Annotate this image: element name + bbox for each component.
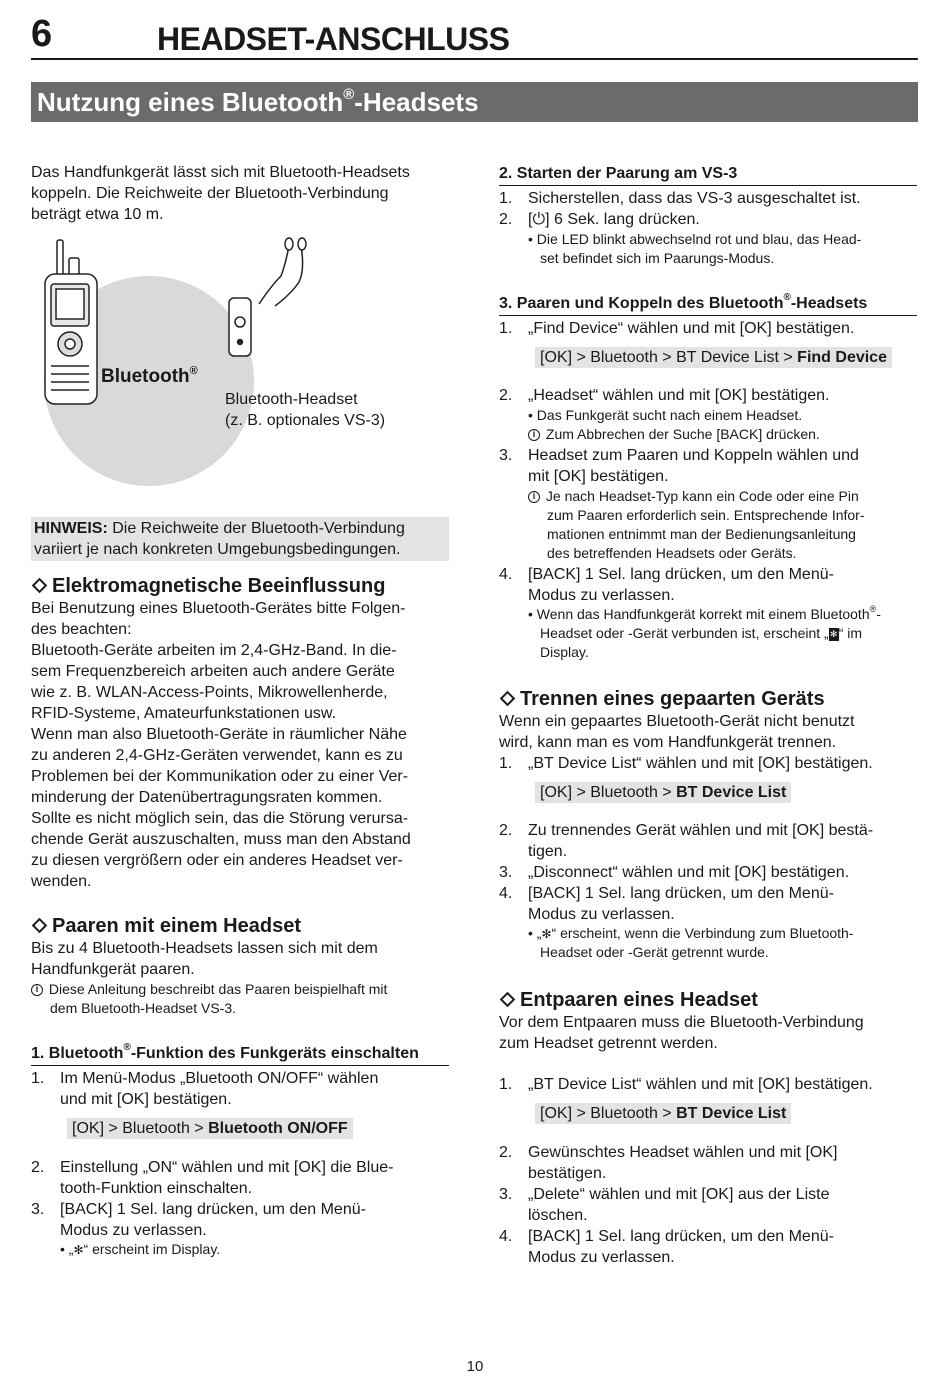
- bullet-text: “ erscheint im Display.: [83, 1241, 221, 1257]
- menu-path-target: Find Device: [797, 349, 887, 366]
- step-bullet: set befindet sich im Paarungs-Modus.: [540, 250, 775, 266]
- menu-path-text: [OK] > Bluetooth >: [540, 1105, 677, 1122]
- menu-path: [535, 1103, 791, 1124]
- step-number: 3.: [31, 1201, 45, 1218]
- section-title-text: Nutzung eines Bluetooth: [37, 87, 344, 117]
- step1-heading-text: -Funktion des Funkgeräts einschalten: [130, 1045, 419, 1062]
- step-text: tooth-Funktion einschalten.: [60, 1180, 253, 1197]
- emv-line: Sollte es nicht möglich sein, das die Störung verursa-: [31, 810, 409, 827]
- bullet-text: “ erscheint, wenn die Verbindung zum Bluetooth-: [551, 925, 854, 941]
- step-text: Im Menü-Modus „Bluetooth ON/OFF“ wählen: [60, 1070, 379, 1087]
- step-note-text: zum Paaren erforderlich sein. Entsprechende Infor-: [547, 507, 865, 523]
- page-number: 10: [466, 1358, 484, 1375]
- step-bullet: • Das Funkgerät sucht nach einem Headset.: [528, 407, 803, 423]
- emv-body: [31, 598, 411, 892]
- step-text: Modus zu verlassen.: [528, 587, 675, 604]
- step-note-text: des betreffenden Headsets oder Geräts.: [547, 545, 797, 561]
- emv-line: chende Gerät auszuschalten, muss man den Abstand: [31, 831, 411, 848]
- step-number: 4.: [499, 566, 513, 583]
- disconnect-line: Wenn ein gepaartes Bluetooth-Gerät nicht benutzt: [499, 713, 855, 730]
- step-text: Einstellung „ON“ wählen und mit [OK] die Blue-: [60, 1159, 394, 1176]
- step-number: 2.: [31, 1159, 45, 1176]
- emv-line: wie z. B. WLAN-Access-Points, Mikrowellenherde,: [31, 684, 388, 701]
- step-text: Modus zu verlassen.: [60, 1222, 207, 1239]
- hinweis-text: Die Reichweite der Bluetooth-Verbindung: [107, 520, 405, 537]
- step-number: 4.: [499, 885, 513, 902]
- unpair-line: Vor dem Entpaaren muss die Bluetooth-Verbindung: [499, 1014, 864, 1031]
- step-bullet: • Die LED blinkt abwechselnd rot und blau, das Head-: [528, 231, 862, 247]
- pair-heading-text: Paaren mit einem Headset: [52, 915, 301, 937]
- step-text-part: [: [528, 211, 533, 228]
- headset-icon: [229, 238, 306, 356]
- emv-line: Bluetooth-Geräte arbeiten im 2,4-GHz-Band. In die-: [31, 642, 397, 659]
- hinweis-text: variiert je nach konkreten Umgebungsbedingungen.: [34, 541, 401, 558]
- section-title: [37, 87, 479, 117]
- menu-path-target: BT Device List: [676, 1105, 787, 1122]
- pair-note-text: dem Bluetooth-Headset VS-3.: [50, 1000, 236, 1016]
- step2-list: [499, 188, 919, 278]
- emv-line: wenden.: [31, 873, 92, 890]
- emv-heading-text: Elektromagnetische Beeinflussung: [52, 575, 386, 597]
- diamond-icon: [32, 918, 48, 934]
- bluetooth-icon: ✻: [73, 1243, 84, 1257]
- step-text: „Disconnect“ wählen und mit [OK] bestätigen.: [528, 864, 850, 881]
- step-text: „BT Device List“ wählen und mit [OK] bestätigen.: [528, 1076, 873, 1093]
- step-bullet: [528, 605, 881, 624]
- step-text: „BT Device List“ wählen und mit [OK] bestätigen.: [528, 755, 873, 772]
- disconnect-heading-text: Trennen eines gepaarten Geräts: [520, 688, 825, 710]
- info-icon: i: [31, 984, 43, 996]
- step-text: und mit [OK] bestätigen.: [60, 1091, 232, 1108]
- menu-path-text: [OK] > Bluetooth >: [540, 784, 677, 801]
- step-text: [BACK] 1 Sel. lang drücken, um den Menü-: [60, 1201, 366, 1218]
- bluetooth-label-text: Bluetooth: [101, 366, 190, 387]
- step-note-text: Je nach Headset-Typ kann ein Code oder eine Pin: [542, 488, 859, 504]
- step-bullet: [540, 624, 862, 643]
- step-text: bestätigen.: [528, 1165, 607, 1182]
- section-bar: [31, 82, 918, 122]
- step-number: 4.: [499, 1228, 513, 1245]
- pair-note: [31, 980, 451, 999]
- registered-mark: ®: [189, 365, 198, 377]
- emv-line: minderung der Datenübertragungsraten kommen.: [31, 789, 383, 806]
- step-number: 3.: [499, 1186, 513, 1203]
- disconnect-list: [499, 753, 919, 963]
- disconnect-heading: [499, 687, 854, 711]
- info-icon: i: [528, 429, 540, 441]
- intro-line: koppeln. Die Reichweite der Bluetooth-Verbindung: [31, 185, 389, 202]
- step-text: Modus zu verlassen.: [528, 1249, 675, 1266]
- step-text: mit [OK] bestätigen.: [528, 468, 669, 485]
- step-text: „Delete“ wählen und mit [OK] aus der Liste: [528, 1186, 830, 1203]
- step1-heading-text: 1. Bluetooth: [31, 1045, 124, 1062]
- pair-heading: [31, 914, 451, 938]
- step-text: [BACK] 1 Sel. lang drücken, um den Menü-: [528, 1228, 834, 1245]
- step3-list: [499, 318, 919, 668]
- intro-line: Das Handfunkgerät lässt sich mit Bluetooth-Headsets: [31, 164, 410, 181]
- menu-path-target: Bluetooth ON/OFF: [208, 1120, 348, 1137]
- diamond-icon: [500, 691, 516, 707]
- menu-path: [67, 1118, 353, 1139]
- headset-caption-line: (z. B. optionales VS-3): [225, 412, 386, 429]
- step-text: Zu trennendes Gerät wählen und mit [OK] bestä-: [528, 822, 874, 839]
- step-number: 2.: [499, 211, 513, 228]
- unpair-heading: [499, 988, 864, 1012]
- step-number: 1.: [31, 1070, 45, 1087]
- step-text: „Headset“ wählen und mit [OK] bestätigen.: [528, 387, 830, 404]
- intro-paragraph: [31, 162, 410, 225]
- emv-heading: [31, 574, 411, 598]
- emv-line: Wenn man also Bluetooth-Geräte in räumlicher Nähe: [31, 726, 407, 743]
- step-number: 3.: [499, 864, 513, 881]
- hinweis-label: HINWEIS:: [34, 520, 108, 537]
- section-title-suffix: -Headsets: [354, 87, 479, 117]
- unpair-section: [499, 988, 864, 1054]
- step-text: Sicherstellen, dass das VS-3 ausgeschaltet ist.: [528, 190, 861, 207]
- step-text: [BACK] 1 Sel. lang drücken, um den Menü-: [528, 885, 834, 902]
- power-icon: ⏻: [532, 211, 546, 228]
- step-number: 2.: [499, 1144, 513, 1161]
- step-number: 1.: [499, 1076, 513, 1093]
- step-text: löschen.: [528, 1207, 588, 1224]
- chapter-title: HEADSET-ANSCHLUSS: [157, 21, 510, 57]
- bluetooth-icon: ✻: [541, 927, 552, 941]
- registered-mark: ®: [123, 1042, 131, 1053]
- diamond-icon: [32, 578, 48, 594]
- menu-path: [535, 347, 892, 368]
- emv-line: Problemen bei der Kommunikation oder zu einer Ver-: [31, 768, 409, 785]
- disconnect-line: wird, kann man es vom Handfunkgerät trennen.: [499, 734, 837, 751]
- pair-line: Handfunkgerät paaren.: [31, 961, 195, 978]
- bluetooth-figure: [31, 236, 451, 486]
- step-text: „Find Device“ wählen und mit [OK] bestätigen.: [528, 320, 855, 337]
- emv-line: des beachten:: [31, 621, 132, 638]
- step1-heading: [31, 1043, 449, 1066]
- menu-path-text: [OK] > Bluetooth >: [72, 1120, 209, 1137]
- step-number: 3.: [499, 447, 513, 464]
- unpair-heading-text: Entpaaren eines Headset: [520, 989, 758, 1011]
- emv-section: [31, 574, 411, 892]
- step-note-text: Zum Abbrechen der Suche [BACK] drücken.: [542, 426, 820, 442]
- bullet-text: -: [876, 606, 881, 622]
- emv-line: sem Frequenzbereich arbeiten auch andere Geräte: [31, 663, 395, 680]
- emv-line: RFID-Systeme, Amateurfunkstationen usw.: [31, 705, 337, 722]
- chapter-header: [31, 10, 918, 60]
- intro-line: beträgt etwa 10 m.: [31, 206, 164, 223]
- step3-heading-text: -Headsets: [790, 295, 868, 312]
- step-text: Headset zum Paaren und Koppeln wählen und: [528, 447, 859, 464]
- menu-path-target: BT Device List: [676, 784, 787, 801]
- step-number: 1.: [499, 320, 513, 337]
- bullet-text: • Wenn das Handfunkgerät korrekt mit einem Bluetooth: [528, 606, 870, 622]
- chapter-number: 6: [31, 13, 53, 55]
- bullet-text: Headset oder -Gerät verbunden ist, erscheint „: [540, 625, 829, 641]
- step-number: 1.: [499, 755, 513, 772]
- pair-line: Bis zu 4 Bluetooth-Headsets lassen sich mit dem: [31, 940, 378, 957]
- step-text-part: ] 6 Sek. lang drücken.: [545, 211, 700, 228]
- bluetooth-label: [101, 366, 198, 387]
- handheld-radio-icon: [45, 240, 97, 404]
- emv-line: zu diesen vergrößern oder ein anderes Headset ver-: [31, 852, 403, 869]
- pair-note-text: Diese Anleitung beschreibt das Paaren beispielhaft mit: [45, 981, 388, 997]
- pair-section: [31, 914, 451, 1018]
- diamond-icon: [500, 992, 516, 1008]
- menu-path: [535, 782, 791, 803]
- unpair-line: zum Headset getrennt werden.: [499, 1035, 718, 1052]
- step-bullet: [528, 924, 853, 944]
- step-note: [528, 487, 859, 506]
- unpair-list: [499, 1074, 919, 1274]
- step-bullet: Display.: [540, 644, 589, 660]
- step-text: Gewünschtes Headset wählen und mit [OK]: [528, 1144, 838, 1161]
- step-note-text: mationen entnimmt man der Bedienungsanleitung: [547, 526, 856, 542]
- bluetooth-connected-icon: ✻: [829, 628, 838, 639]
- emv-line: Bei Benutzung eines Bluetooth-Gerätes bitte Folgen-: [31, 600, 406, 617]
- info-icon: i: [528, 491, 540, 503]
- step2-heading: 2. Starten der Paarung am VS-3: [499, 163, 917, 186]
- registered-mark: ®: [869, 604, 877, 614]
- step-text: [BACK] 1 Sel. lang drücken, um den Menü-: [528, 566, 834, 583]
- step-note: [528, 425, 820, 444]
- registered-mark: ®: [343, 86, 355, 103]
- hinweis-note: [31, 517, 449, 561]
- step-text: tigen.: [528, 843, 568, 860]
- radio-headset-illustration: [31, 236, 451, 486]
- bullet-text: • „: [60, 1241, 74, 1257]
- step-number: 2.: [499, 387, 513, 404]
- step-text: Modus zu verlassen.: [528, 906, 675, 923]
- registered-mark: ®: [783, 292, 791, 303]
- step-text: [528, 209, 700, 230]
- step-bullet: [60, 1240, 220, 1260]
- step3-heading-text: 3. Paaren und Koppeln des Bluetooth: [499, 295, 784, 312]
- menu-path-text: [OK] > Bluetooth > BT Device List >: [540, 349, 798, 366]
- step1-list: [31, 1068, 451, 1268]
- headset-caption-line: Bluetooth-Headset: [225, 391, 358, 408]
- disconnect-section: [499, 687, 854, 753]
- step-number: 2.: [499, 822, 513, 839]
- step-bullet: Headset oder -Gerät getrennt wurde.: [540, 944, 769, 960]
- emv-line: zu anderen 2,4-GHz-Geräten verwendet, kann es zu: [31, 747, 403, 764]
- bullet-text: • „: [528, 925, 542, 941]
- headset-caption: [225, 389, 385, 431]
- bullet-text: “ im: [838, 625, 863, 641]
- step3-heading: [499, 293, 917, 316]
- step-number: 1.: [499, 190, 513, 207]
